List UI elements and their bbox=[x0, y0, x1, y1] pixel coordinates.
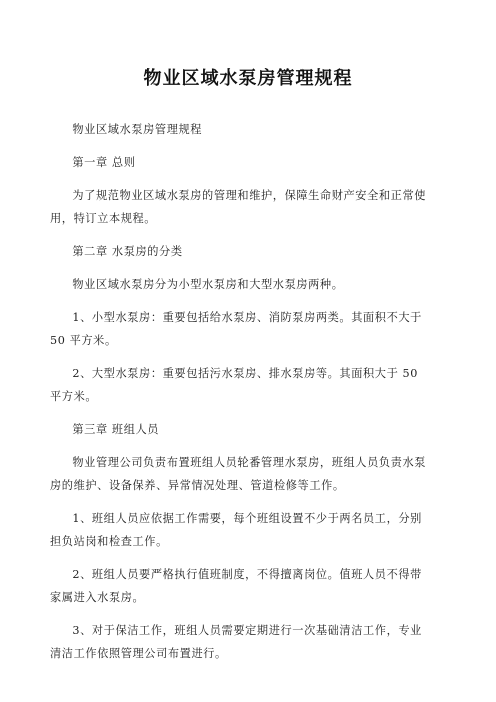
paragraph-large-pump-room: 2、大型水泵房：重要包括污水泵房、排水泵房等。其面积大于 50 平方米。 bbox=[50, 367, 418, 403]
paragraph-rule-1: 1、班组人员应依据工作需要，每个班组设置不少于两名员工，分别担负站岗和检查工作。 bbox=[50, 512, 422, 548]
chapter-3-heading: 第三章 班组人员 bbox=[72, 423, 160, 436]
paragraph-team-duty: 物业管理公司负责布置班组人员轮番管理水泵房，班组人员负责水泵房的维护、设备保养、异常情况处理、管道检修等工作。 bbox=[50, 456, 427, 492]
chapter-1-heading: 第一章 总则 bbox=[72, 156, 136, 169]
page-title: 物业区域水泵房管理规程 bbox=[143, 68, 353, 89]
paragraph-rule-2: 2、班组人员要严格执行值班制度，不得擅离岗位。值班人员不得带家属进入水泵房。 bbox=[50, 568, 422, 604]
paragraph-doc-name: 物业区域水泵房管理规程 bbox=[72, 123, 203, 136]
document-body bbox=[50, 118, 430, 665]
chapter-2-heading: 第二章 水泵房的分类 bbox=[72, 245, 183, 258]
paragraph-purpose: 为了规范物业区域水泵房的管理和维护，保障生命财产安全和正常使用，特订立本规程。 bbox=[50, 189, 427, 225]
paragraph-rule-3: 3、对于保洁工作，班组人员需要定期进行一次基础清洁工作，专业清洁工作依照管理公司布置进行。 bbox=[50, 624, 422, 660]
paragraph-small-pump-room: 1、小型水泵房：重要包括给水泵房、消防泵房两类。其面积不大于 50 平方米。 bbox=[50, 311, 422, 347]
paragraph-classification: 物业区域水泵房分为小型水泵房和大型水泵房两种。 bbox=[72, 278, 344, 291]
